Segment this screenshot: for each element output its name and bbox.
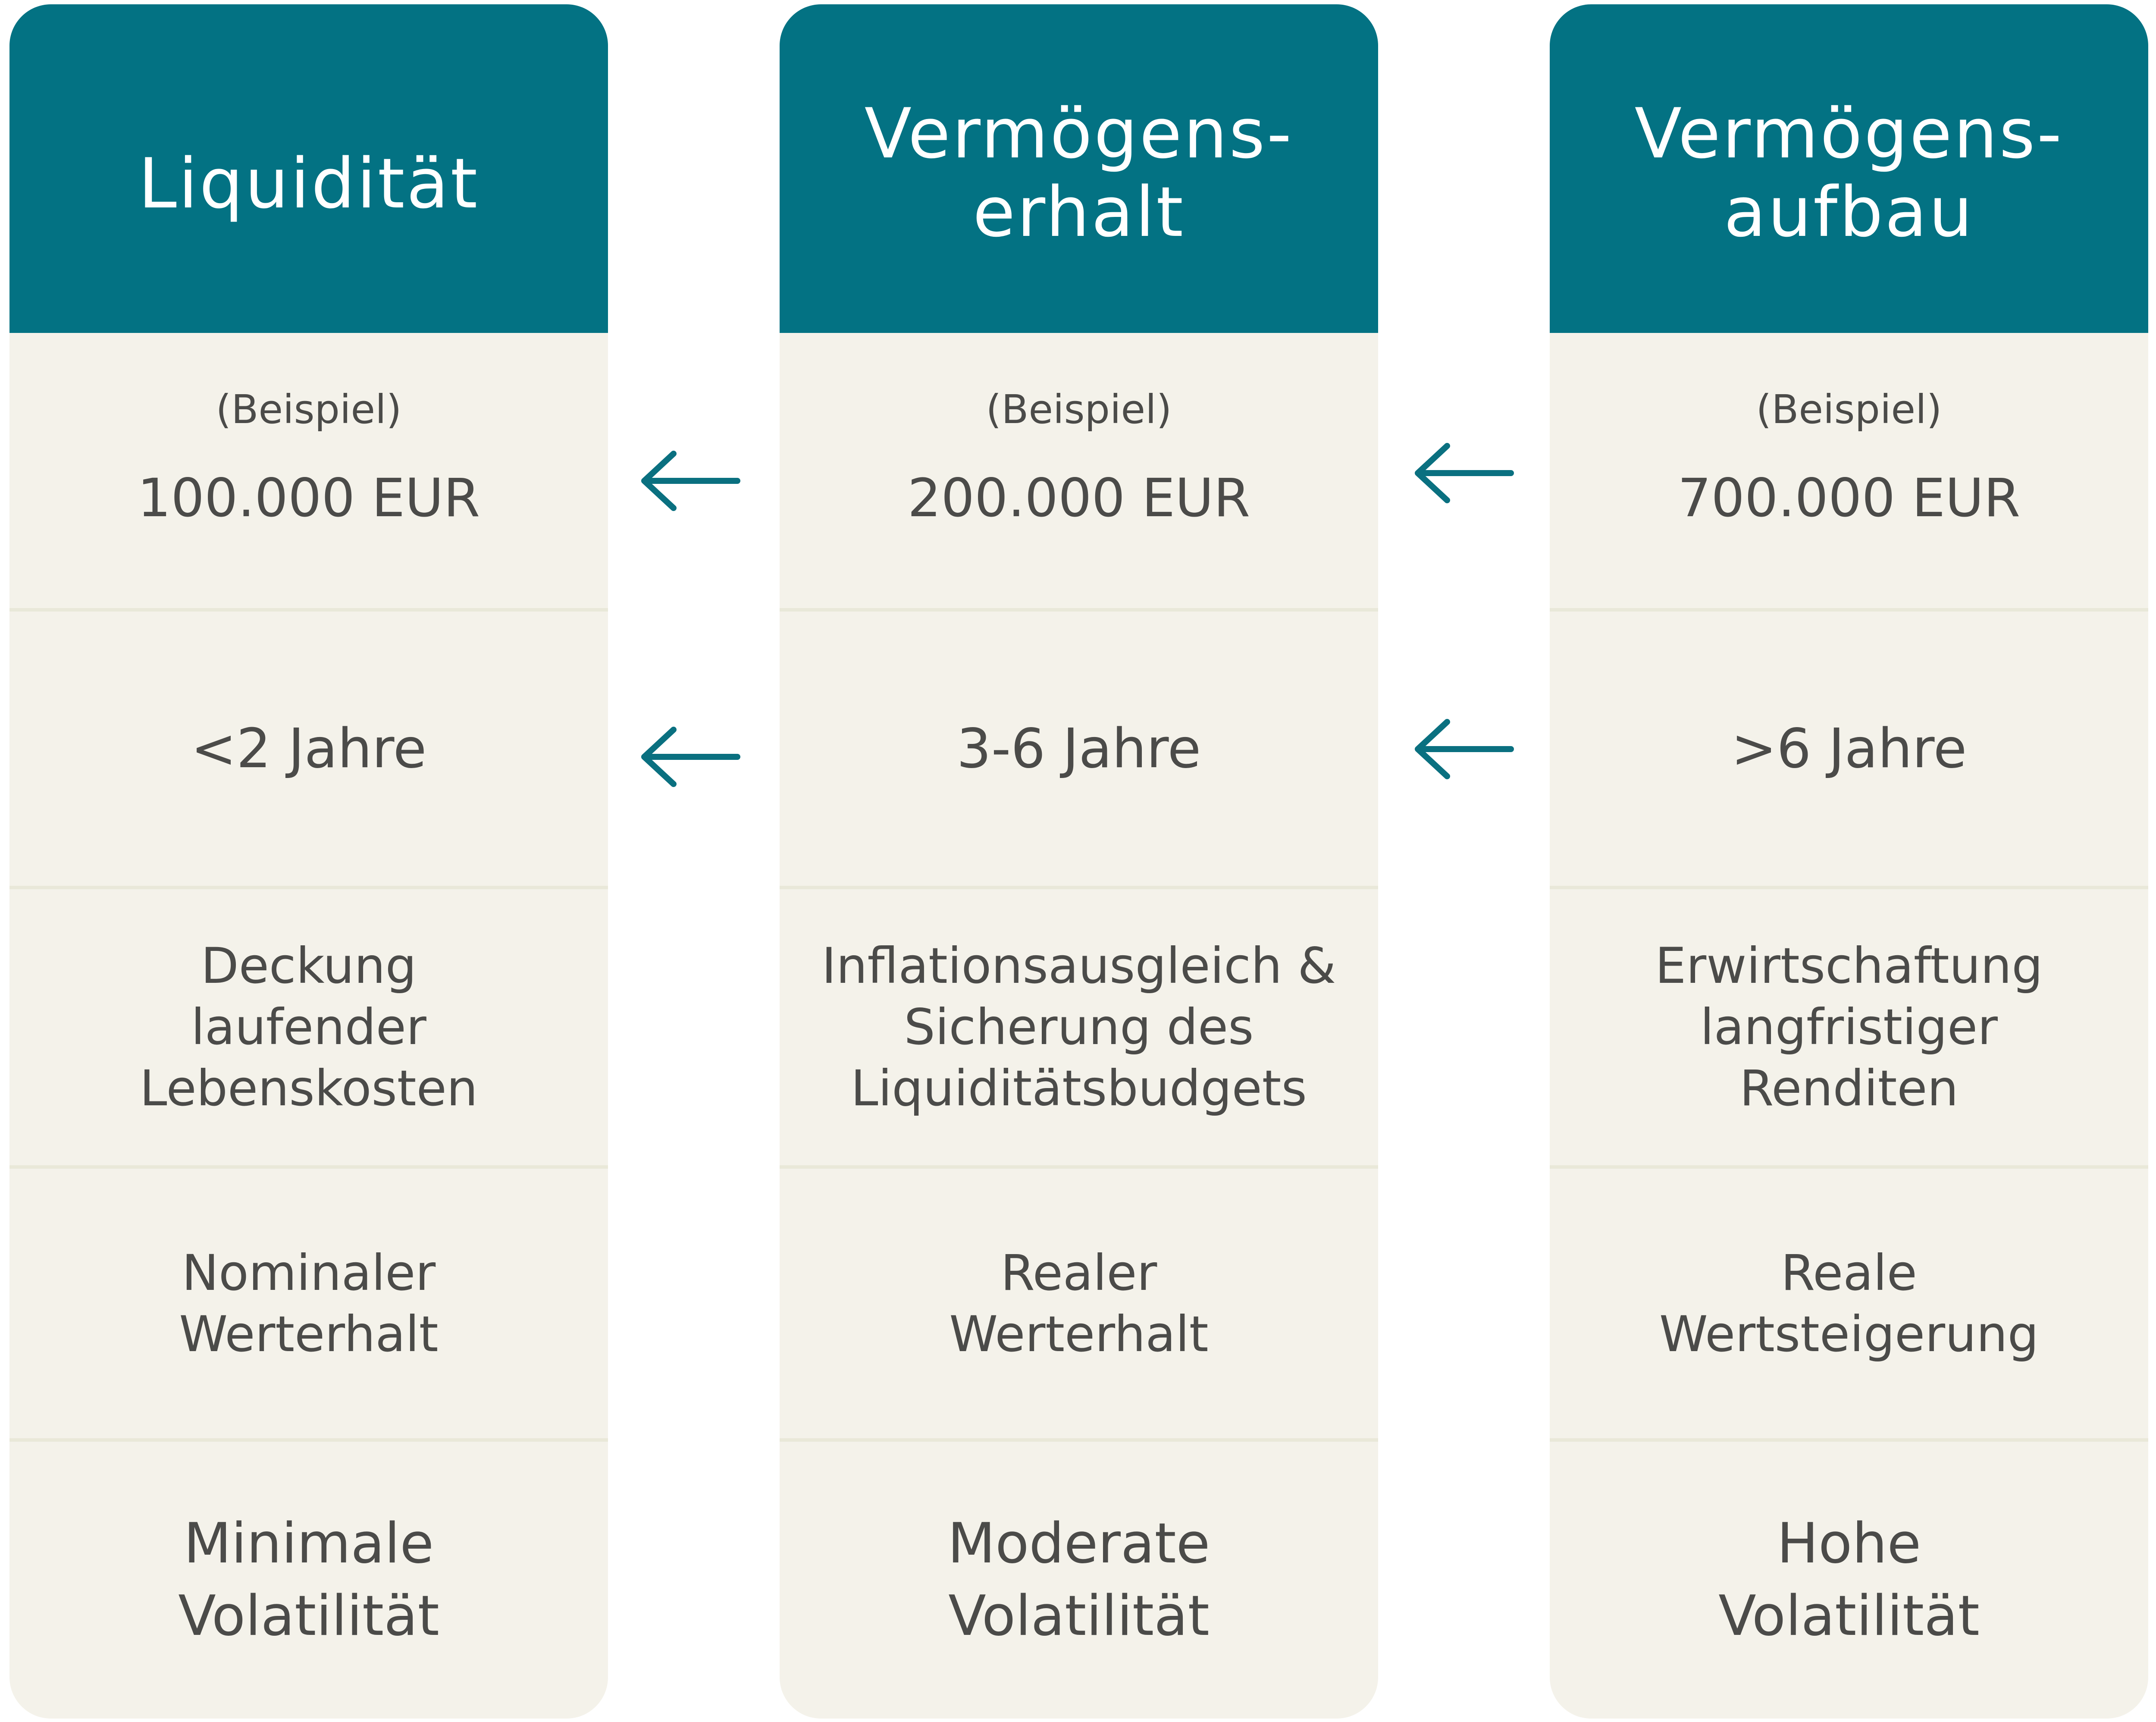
value-target-cell	[780, 1169, 1378, 1438]
goal-text: Erwirtschaftung langfristiger Renditen	[1655, 937, 2043, 1117]
goal-cell	[9, 889, 608, 1165]
volatility-cell	[9, 1442, 608, 1719]
row-divider	[9, 608, 608, 612]
row-divider	[780, 608, 1378, 612]
row-divider	[780, 1438, 1378, 1442]
column-header	[780, 4, 1378, 333]
horizon-text: 3-6 Jahre	[956, 717, 1201, 780]
goal-cell	[780, 889, 1378, 1165]
amount-value: 100.000 EUR	[137, 467, 480, 529]
amount-cell	[9, 336, 608, 608]
example-label: (Beispiel)	[216, 386, 402, 433]
row-divider	[1550, 886, 2148, 889]
column-vermoegensaufbau	[1550, 4, 2148, 1719]
amount-cell	[780, 336, 1378, 608]
row-divider	[780, 1165, 1378, 1169]
horizon-cell	[780, 612, 1378, 886]
row-divider	[9, 1438, 608, 1442]
column-title: Vermögens- aufbau	[1634, 93, 2064, 252]
arrow-left-icon	[638, 725, 742, 789]
row-divider	[1550, 608, 2148, 612]
value-target-cell	[9, 1169, 608, 1438]
arrow-left-icon	[1412, 717, 1515, 781]
amount-cell	[1550, 336, 2148, 608]
goal-cell	[1550, 889, 2148, 1165]
horizon-cell	[1550, 612, 2148, 886]
value-target-text: Nominaler Werterhalt	[179, 1244, 439, 1363]
horizon-text: >6 Jahre	[1731, 717, 1967, 780]
column-header	[1550, 4, 2148, 333]
row-divider	[9, 1165, 608, 1169]
volatility-cell	[1550, 1442, 2148, 1719]
amount-value: 200.000 EUR	[907, 467, 1250, 529]
value-target-cell	[1550, 1169, 2148, 1438]
volatility-text: Minimale Volatilität	[178, 1512, 439, 1648]
value-target-text: Realer Werterhalt	[949, 1244, 1209, 1363]
row-divider	[780, 886, 1378, 889]
horizon-cell	[9, 612, 608, 886]
example-label: (Beispiel)	[986, 386, 1172, 433]
row-divider	[9, 886, 608, 889]
volatility-text: Hohe Volatilität	[1718, 1512, 1980, 1648]
column-liquiditaet	[9, 4, 608, 1719]
arrow-left-icon	[638, 449, 742, 513]
column-title: Vermögens- erhalt	[864, 93, 1294, 252]
amount-value: 700.000 EUR	[1677, 467, 2021, 529]
column-header	[9, 4, 608, 333]
example-label: (Beispiel)	[1756, 386, 1942, 433]
arrow-left-icon	[1412, 441, 1515, 505]
row-divider	[1550, 1438, 2148, 1442]
volatility-cell	[780, 1442, 1378, 1719]
value-target-text: Reale Wertsteigerung	[1659, 1244, 2039, 1363]
goal-text: Inflationsausgleich & Sicherung des Liquiditätsbudgets	[821, 937, 1336, 1117]
goal-text: Deckung laufender Lebenskosten	[140, 937, 478, 1117]
horizon-text: <2 Jahre	[191, 717, 427, 780]
column-title: Liquidität	[138, 143, 479, 224]
column-vermoegenserhalt	[780, 4, 1378, 1719]
volatility-text: Moderate Volatilität	[947, 1512, 1210, 1648]
row-divider	[1550, 1165, 2148, 1169]
